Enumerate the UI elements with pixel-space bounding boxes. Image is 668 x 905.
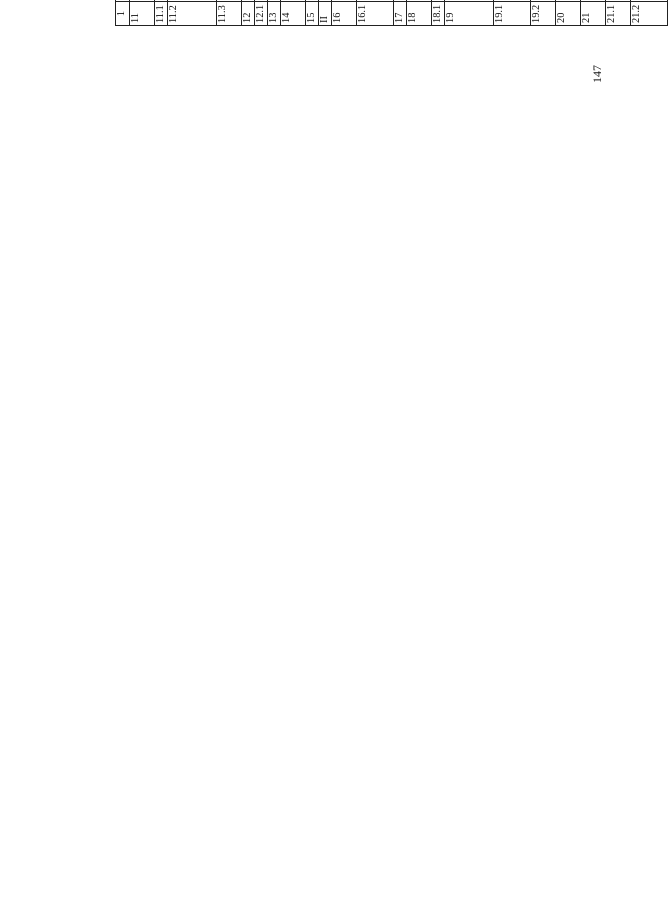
row-number-cell: 11.3 — [217, 2, 242, 26]
row-label-cell — [407, 0, 432, 2]
table-row — [432, 0, 445, 26]
row-number-cell: 19 — [445, 2, 494, 26]
row-label-cell — [281, 0, 306, 2]
row-label-cell — [268, 0, 281, 2]
table-row — [357, 0, 394, 26]
row-number-cell: 13 — [268, 2, 281, 26]
row-number-cell: 20 — [556, 2, 581, 26]
page-number: 147 — [590, 65, 604, 83]
row-number-cell: 16.1 — [357, 2, 394, 26]
balance-sheet-table — [115, 0, 668, 26]
row-label-cell — [357, 0, 394, 2]
header-cell — [116, 0, 130, 2]
row-label-cell — [130, 0, 155, 2]
table-row — [306, 0, 319, 26]
row-number-cell: 19.1 — [494, 2, 531, 26]
table-row — [581, 0, 606, 26]
row-number-cell: 21.2 — [631, 2, 668, 26]
table-row — [494, 0, 531, 26]
row-number-cell: II — [319, 2, 332, 26]
table-row — [255, 0, 268, 26]
row-number-cell: 12 — [242, 2, 255, 26]
table-row — [556, 0, 581, 26]
page-number-box — [588, 57, 608, 87]
row-label-cell — [445, 0, 494, 2]
row-label-cell — [494, 0, 531, 2]
row-number-cell: 18.1 — [432, 2, 445, 26]
row-label-cell — [217, 0, 242, 2]
header-row — [116, 0, 130, 26]
row-label-cell — [255, 0, 268, 2]
table-row — [281, 0, 306, 26]
row-label-cell — [631, 0, 668, 2]
table-row — [168, 0, 217, 26]
row-number-cell: 18 — [407, 2, 432, 26]
row-number-cell: 11 — [130, 2, 155, 26]
row-label-cell — [531, 0, 556, 2]
row-label-cell — [606, 0, 631, 2]
row-number-cell: 11.1 — [155, 2, 168, 26]
table-row — [531, 0, 556, 26]
row-number-cell: 17 — [394, 2, 407, 26]
table-row — [407, 0, 432, 26]
row-label-cell — [332, 0, 357, 2]
row-number-cell: 16 — [332, 2, 357, 26]
table-row — [130, 0, 155, 26]
table-row — [268, 0, 281, 26]
row-number-cell: 21 — [581, 2, 606, 26]
row-number-cell: 19.2 — [531, 2, 556, 26]
row-label-cell — [242, 0, 255, 2]
row-label-cell — [432, 0, 445, 2]
row-label-cell — [155, 0, 168, 2]
row-number-cell: 15 — [306, 2, 319, 26]
table-row — [332, 0, 357, 26]
table-row — [155, 0, 168, 26]
table-row — [242, 0, 255, 26]
row-number-cell: 14 — [281, 2, 306, 26]
header-cell: 1 — [116, 2, 130, 26]
row-label-cell — [168, 0, 217, 2]
row-label-cell — [581, 0, 606, 2]
row-number-cell: 12.1 — [255, 2, 268, 26]
table-row — [319, 0, 332, 26]
table-row — [631, 0, 668, 26]
row-label-cell — [556, 0, 581, 2]
row-number-cell: 11.2 — [168, 2, 217, 26]
row-number-cell: 21.1 — [606, 2, 631, 26]
table-row — [445, 0, 494, 26]
table-row — [606, 0, 631, 26]
row-label-cell — [306, 0, 319, 2]
section-heading-cell — [319, 0, 332, 2]
table-row — [217, 0, 242, 26]
table-row — [394, 0, 407, 26]
row-label-cell — [394, 0, 407, 2]
